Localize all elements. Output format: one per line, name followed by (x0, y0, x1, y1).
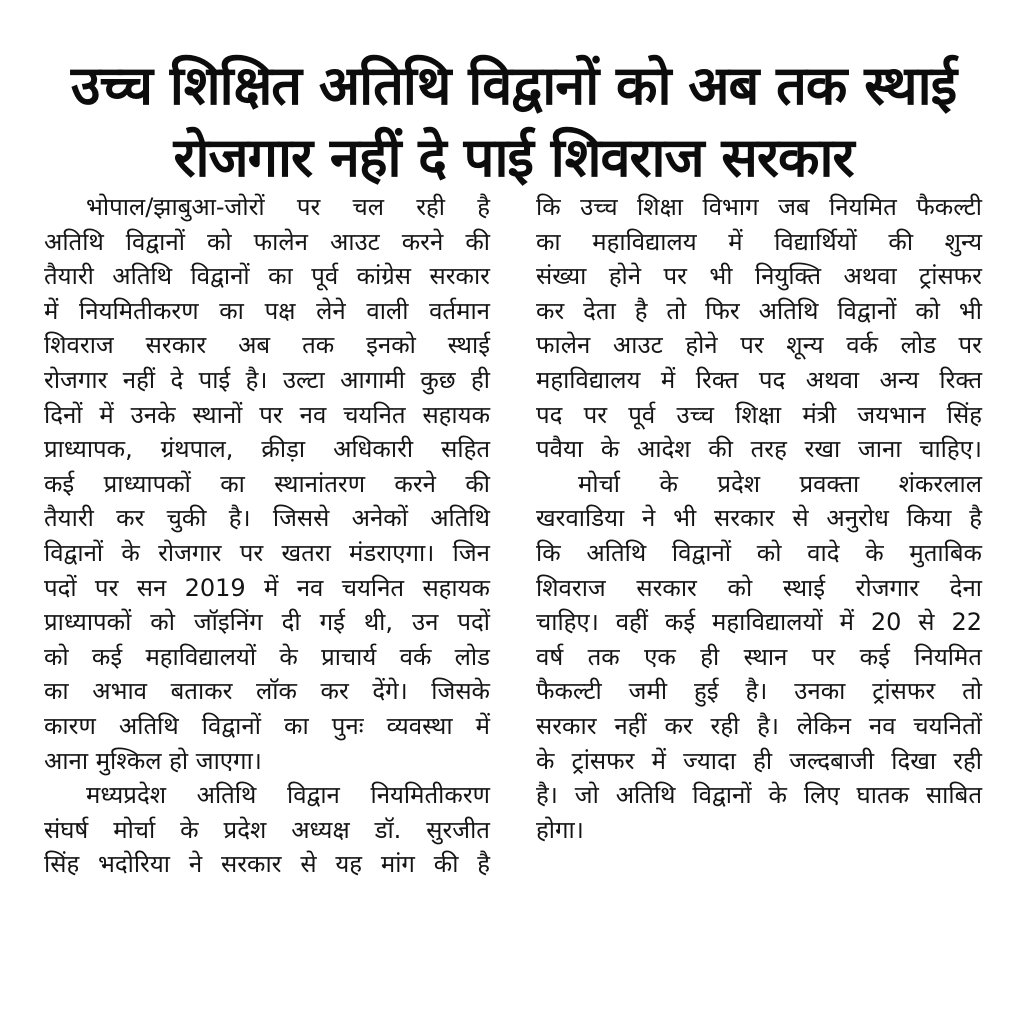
text-line: सिंह भदोरिया ने सरकार से यह मांग की है (44, 850, 490, 879)
text-line: में नियमितीकरण का पक्ष लेने वाली वर्तमान (44, 296, 490, 325)
text-line: को कई महाविद्यालयों के प्राचार्य वर्क लोड (44, 642, 490, 671)
article-paragraph (44, 778, 490, 882)
text-line: कि उच्च शिक्षा विभाग जब नियमित फैकल्टी (536, 193, 982, 221)
article-paragraph (44, 190, 490, 778)
article-column-left (44, 190, 490, 882)
text-line: का महाविद्यालय में विद्यार्थियों की शुन्य (536, 227, 982, 256)
text-line: संघर्ष मोर्चा के प्रदेश अध्यक्ष डॉ. सुरजीत (44, 815, 490, 844)
text-line: महाविद्यालय में रिक्त पद अथवा अन्य रिक्त (536, 365, 982, 394)
text-line: पद पर पूर्व उच्च शिक्षा मंत्री जयभान सिंह (536, 400, 982, 429)
text-line: का अभाव बताकर लॉक कर देंगे। जिसके (44, 677, 490, 706)
text-line: तैयारी कर चुकी है। जिससे अनेकों अतिथि (44, 504, 490, 533)
text-line: भोपाल/झाबुआ-जोरों पर चल रही है (86, 193, 490, 221)
text-line: चाहिए। वहीं कई महाविद्यालयों में 20 से 22 (536, 608, 982, 637)
text-line: शिवराज सरकार अब तक इनको स्थाई (44, 331, 490, 360)
text-line: प्राध्यापकों को जॉइनिंग दी गई थी, उन पदों (44, 608, 490, 637)
text-line: है। जो अतिथि विद्वानों के लिए घातक साबित (536, 781, 982, 810)
text-line: कर देता है तो फिर अतिथि विद्वानों को भी (536, 296, 982, 325)
article-column-right (536, 190, 982, 847)
text-line: के ट्रांसफर में ज्यादा ही जल्दबाजी दिखा रही (536, 746, 982, 775)
headline (20, 50, 1007, 194)
text-line: पवैया के आदेश की तरह रखा जाना चाहिए। (536, 435, 982, 464)
text-line: पदों पर सन 2019 में नव चयनित सहायक (44, 573, 490, 602)
text-line: प्राध्यापक, ग्रंथपाल, क्रीड़ा अधिकारी सहित (44, 435, 490, 464)
text-line: कारण अतिथि विद्वानों का पुनः व्यवस्था में (44, 711, 490, 740)
text-line: वर्ष तक एक ही स्थान पर कई नियमित (536, 642, 982, 671)
text-line: कई प्राध्यापकों का स्थानांतरण करने की (44, 469, 490, 498)
text-line: खरवाडिया ने भी सरकार से अनुरोध किया है (536, 504, 982, 533)
text-line: फैकल्टी जमी हुई है। उनका ट्रांसफर तो (536, 677, 982, 706)
text-line: शिवराज सरकार को स्थाई रोजगार देना (536, 573, 982, 602)
text-line: मोर्चा के प्रदेश प्रवक्ता शंकरलाल (578, 469, 982, 498)
text-line: होगा। (536, 815, 584, 844)
text-line: रोजगार नहीं दे पाई है। उल्टा आगामी कुछ ही (44, 365, 490, 394)
text-line: मध्यप्रदेश अतिथि विद्वान नियमितीकरण (86, 781, 490, 810)
headline-line-1: उच्च शिक्षित अतिथि विद्वानों को अब तक स्थाई (70, 54, 957, 118)
text-line: सरकार नहीं कर रही है। लेकिन नव चयनितों (536, 711, 982, 740)
text-line: कि अतिथि विद्वानों को वादे के मुताबिक (536, 538, 982, 567)
text-line: तैयारी अतिथि विद्वानों का पूर्व कांग्रेस सरकार (44, 262, 490, 291)
article-paragraph (536, 467, 982, 848)
text-line: दिनों में उनके स्थानों पर नव चयनित सहायक (44, 400, 490, 429)
text-line: अतिथि विद्वानों को फालेन आउट करने की (44, 227, 490, 256)
text-line: विद्वानों के रोजगार पर खतरा मंडराएगा। जिन (44, 538, 490, 567)
text-line: आना मुश्किल हो जाएगा। (44, 746, 262, 775)
text-line: संख्या होने पर भी नियुक्ति अथवा ट्रांसफर (536, 262, 982, 291)
headline-line-2: रोजगार नहीं दे पाई शिवराज सरकार (173, 126, 854, 190)
text-line: फालेन आउट होने पर शून्य वर्क लोड पर (536, 331, 982, 360)
article-paragraph (536, 190, 982, 467)
